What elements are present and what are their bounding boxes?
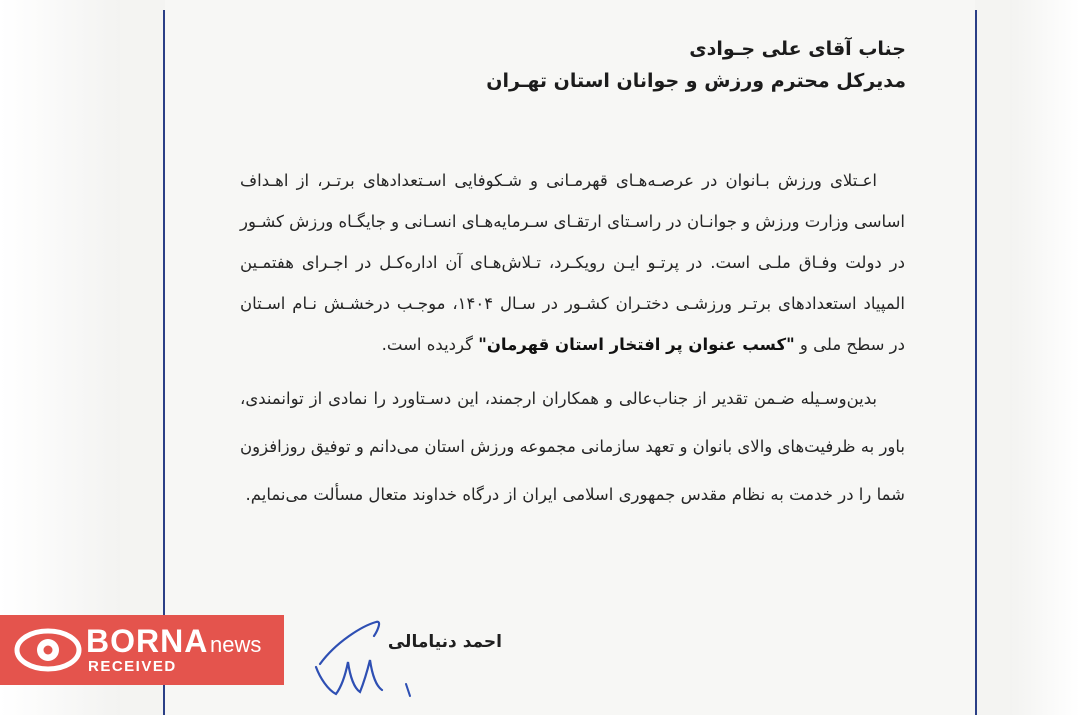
- addressee-name: جناب آقای علی جـوادی: [689, 38, 906, 60]
- borna-name: BORNA: [86, 623, 209, 659]
- borna-news-watermark: [0, 615, 284, 685]
- paragraph-2: بدین‌وسـیله ضـمن تقدیر از جناب‌عالی و همکاران ارجمند، این دسـتاورد را نمادی از توانمندی، باور به ظرفیت‌های والای بانوان و تعهد سازمانی مجموعه ورزش استان می‌دانم و توفیق روزافزون شما را در خدمت به نظام مقدس جمهوری اسلامی ایران از درگاه خداوند متعال مسألت می‌نمایم.: [240, 389, 905, 504]
- border-rule-left: [163, 10, 165, 715]
- paragraph-1: [240, 160, 905, 365]
- received-label: RECEIVED: [88, 658, 177, 675]
- scan-margin-left: [0, 0, 120, 715]
- letter-body: [240, 160, 905, 519]
- border-rule-right: [975, 10, 977, 715]
- signature-scribble-icon: [306, 612, 426, 707]
- scan-margin-right: [1010, 0, 1080, 715]
- borna-news-suffix: news: [210, 632, 262, 657]
- paragraph-1-ending: گردیده است.: [381, 335, 479, 354]
- paragraph-1-emphasis: "کسب عنوان پر افتخار استان قهرمان": [478, 335, 795, 354]
- eye-ring-icon: [14, 628, 82, 672]
- paragraph-1-text: اعـتلای ورزش بـانوان در عرصـه‌هـای قهرمـانی و شـکوفایی اسـتعدادهای برتـر، از اهـداف اساسی وزارت ورزش و جوانـان در راسـتای ارتقـای سـرمایه‌هـای انسـانی و جایگـاه ورزش کشـور در دولت وفـاق ملـی است. در پرتـو ایـن رویکـرد، تـلاش‌هـای آن اداره‌کـل در اجـرای هفتمـین المپیاد استعدادهای برتـر ورزشـی دختـران کشـور در سـال ۱۴۰۴، موجـب درخشـش نـام اسـتان در سطح ملی و: [240, 171, 905, 354]
- addressee-block: [486, 34, 906, 98]
- addressee-title: مدیرکل محترم ورزش و جوانان استان تهـران: [486, 70, 906, 92]
- signer-name: احمد دنیامالی: [387, 632, 502, 652]
